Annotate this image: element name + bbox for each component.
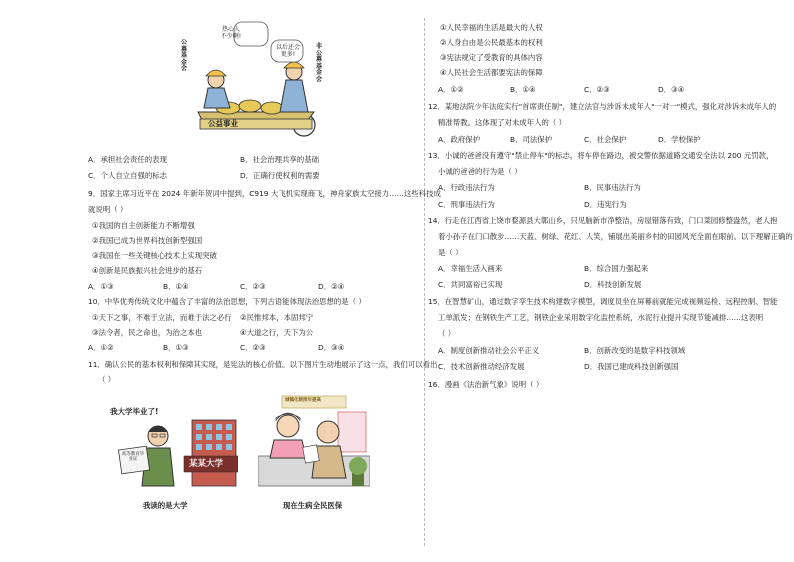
label-public-foundation: 公募基金会 (181, 39, 188, 73)
q12-option-c[interactable]: C．社会保护 (584, 135, 627, 144)
q9-option-d[interactable]: D．②④ (318, 282, 345, 291)
q12-option-d[interactable]: D．学校保护 (658, 135, 701, 144)
q13-stem-line2: 小诚的爸爸的行为是（ ） (438, 167, 522, 176)
cartoon-certificate-text: 高等教育毕业证 (121, 452, 145, 463)
cartoon-right-caption: 现在生病全民医保 (283, 501, 343, 510)
q12-option-b[interactable]: B．司法保护 (510, 135, 553, 144)
q11-stem-line2: （ ） (98, 375, 116, 384)
q11-item-2: ②人身自由是公民最基本的权利 (440, 38, 543, 47)
q15-stem-line3: （ ） (438, 329, 456, 338)
q9-stem-line1: 9．国家主席习近平在 2024 年新年贺词中提到，C919 大飞机实现商飞，神舟家族太空接力……这些科技成 (88, 189, 441, 198)
q9-stem-line2: 就说明（ ） (88, 205, 128, 214)
q10-option-b[interactable]: B．①③ (163, 343, 189, 352)
q9-option-a[interactable]: A．①③ (88, 282, 114, 291)
q10-option-a[interactable]: A．①② (88, 343, 114, 352)
q11-item-4: ④人民社会生活都要宪法的保障 (440, 68, 543, 77)
q9-item-1: ①我国的自主创新能力不断增强 (92, 221, 195, 230)
q9-item-2: ②我国已成为世界科技创新型强国 (92, 236, 203, 245)
q11-item-1: ①人民幸福的生活是最大的人权 (440, 23, 543, 32)
q9-item-4: ④创新是民族振兴社会进步的基石 (92, 266, 203, 275)
cartoon-insurance-banner: 城镇化制度年提高 (285, 398, 321, 403)
q14-stem-line3: 是（ ） (438, 248, 463, 257)
q15-option-a[interactable]: A．制度创新推动社会公平正义 (438, 346, 540, 355)
q13-option-a[interactable]: A．行政违法行为 (438, 183, 495, 192)
q10-item-1: ①天下之事，不难于立法，而难于法之必行 (92, 313, 232, 322)
q9-option-c[interactable]: C．②③ (240, 282, 266, 291)
q9-option-b[interactable]: B．①④ (163, 282, 189, 291)
q12-stem-line2: 精准帮教。这体现了对未成年人的（ ） (438, 118, 566, 127)
q14-option-b[interactable]: B．综合国力强起来 (584, 264, 649, 273)
charity-cartoon-illustration (176, 20, 326, 142)
cartoon-medical-insurance (258, 392, 370, 498)
q14-option-c[interactable]: C．共同富裕已实现 (438, 280, 503, 289)
cartoon-speech-right: 以后还会 更多! (275, 44, 300, 59)
q8-option-c[interactable]: C．个人自立自强的标志 (88, 171, 168, 180)
q15-stem-line1: 15．在智慧矿山，通过数字孪生技术构建数字模型，调度员坐在屏幕前就能完成视频巡检、远程控制、智能 (428, 297, 778, 306)
q16-stem: 16．漫画《法治新气象》说明（ ） (428, 380, 544, 389)
column-divider (424, 18, 425, 546)
q10-item-3: ③法令者，民之命也，为治之本也 (92, 328, 203, 337)
q12-option-a[interactable]: A．政府保护 (438, 135, 481, 144)
q10-stem: 10．中华优秀传统文化中蕴含了丰富的法治思想，下列古语能体现法治思想的是（ ） (88, 297, 366, 306)
q15-option-c[interactable]: C．技术创新推动经济发展 (438, 362, 525, 371)
q15-option-d[interactable]: D．我国已建成科技创新强国 (584, 362, 679, 371)
q13-option-d[interactable]: D．违宪行为 (584, 200, 627, 209)
q10-option-c[interactable]: C．②③ (240, 343, 266, 352)
q9-item-3: ③我国在一些关键核心技术上实现突破 (92, 251, 217, 260)
q11-item-3: ③宪法规定了受教育的具体内容 (440, 53, 543, 62)
q10-option-d[interactable]: D．③④ (318, 343, 345, 352)
q8-option-a[interactable]: A．承担社会责任的表现 (88, 155, 167, 164)
q13-option-b[interactable]: B．民事违法行为 (584, 183, 641, 192)
q15-option-b[interactable]: B．创新改变的是数字科技领域 (584, 346, 686, 355)
q11-option-d[interactable]: D．③④ (658, 85, 685, 94)
cartoon-university-sign: 某某大学 (189, 459, 224, 469)
q13-option-c[interactable]: C．刑事违法行为 (438, 200, 495, 209)
cartoon-left-caption: 我读的是大学 (143, 501, 188, 510)
q8-option-b[interactable]: B．社会治理共享的基础 (240, 155, 319, 164)
q13-stem-line1: 13．小诚的爸爸没有遵守"禁止停车"的标志，将车停在路边，被交警依据道路交通安全法以 200 元罚款， (428, 151, 774, 160)
q11-option-a[interactable]: A．①② (438, 85, 464, 94)
q11-option-c[interactable]: C．②③ (584, 85, 610, 94)
q8-option-d[interactable]: D．正确行使权利的需要 (240, 171, 320, 180)
q11-option-b[interactable]: B．①④ (510, 85, 536, 94)
q14-option-a[interactable]: A．幸福生活入画来 (438, 264, 503, 273)
q15-stem-line2: 工单派发；在钢铁生产工艺，钢铁企业采用数字化监控系统，水泥行业提升实现节能减排……这表明 (438, 313, 764, 322)
cartoon-speech-left: 热心人 不少啊! (220, 26, 242, 41)
q14-option-d[interactable]: D．科技创新发展 (584, 280, 642, 289)
cartoon-graduate-speech: 我大学毕业了! (110, 407, 159, 416)
q11-stem-line1: 11．确认公民的基本权利和保障其实现，是宪法的核心价值。以下图片生动地展示了这一点，我们可以看出 (88, 360, 438, 369)
q14-stem-line2: 着小孙子在门口散步……天蓝、树绿、花红、人笑，铺展出美丽乡村的田园风光全面在眼前。以下理解正确的 (438, 232, 793, 241)
cart-label: 公益事业 (208, 119, 238, 128)
q10-item-2: ②民惟邦本，本固邦宁 (240, 313, 314, 322)
q12-stem-line1: 12．某地法院少年法庭实行"首席责任制"，建立法官与涉诉未成年人"一对一"模式，强化对涉诉未成年人的 (428, 102, 777, 111)
q10-item-4: ④大道之行，天下为公 (240, 328, 314, 337)
q14-stem-line1: 14．行走在江西省上饶市婺源县大鄣山乡，只见脑新市净整洁，房屋错落有致，门口菜园修整盎然，老人抱 (428, 216, 778, 225)
label-private-foundation: 非公募基金会 (316, 43, 323, 83)
